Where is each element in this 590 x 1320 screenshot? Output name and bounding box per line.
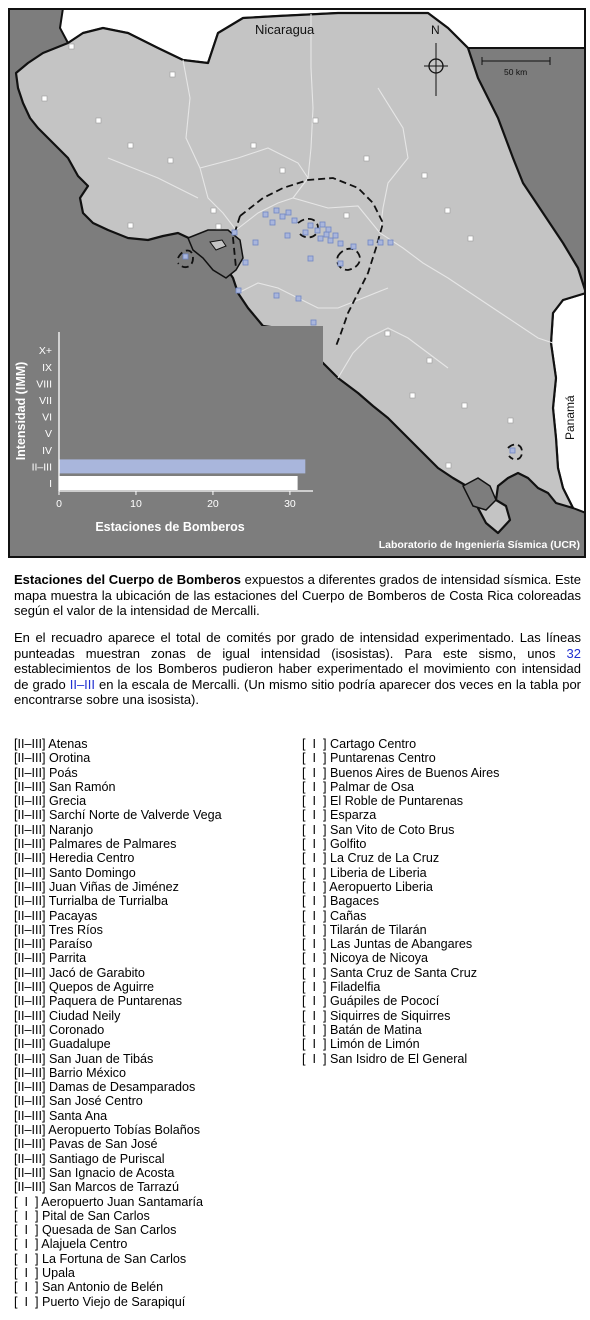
station-marker [232, 230, 237, 235]
station-grade: [II–III] [14, 1151, 46, 1166]
station-grade: [II–III] [14, 779, 46, 794]
station-marker [211, 208, 216, 213]
station-list-item [14, 1123, 222, 1137]
chart-category-label: VI [42, 411, 52, 424]
station-marker [280, 168, 285, 173]
station-grade: [II–III] [14, 1051, 46, 1066]
chart-ylabel: Intensidad (IMM) [14, 361, 28, 461]
station-marker [96, 118, 101, 123]
station-marker [236, 288, 241, 293]
station-name: Paquera de Puntarenas [45, 994, 183, 1009]
station-list-item [302, 937, 499, 951]
station-list-item [302, 1009, 499, 1023]
station-marker [274, 208, 279, 213]
station-marker [326, 227, 331, 232]
station-marker [168, 158, 173, 163]
station-grade: [ I ] [302, 1037, 327, 1052]
station-grade: [ I ] [14, 1251, 39, 1266]
station-list-item [302, 766, 499, 780]
station-name: Parrita [45, 951, 87, 966]
station-marker [333, 233, 338, 238]
station-grade: [ I ] [302, 737, 327, 751]
station-grade: [ I ] [14, 1208, 39, 1223]
station-list-item [14, 823, 222, 837]
station-grade: [II–III] [14, 922, 46, 937]
station-list-item [302, 1052, 499, 1066]
station-name: San Vito de Coto Brus [326, 822, 455, 837]
station-grade: [ I ] [302, 1051, 327, 1066]
station-name: San Antonio de Belén [38, 1280, 164, 1295]
station-list-item [302, 994, 499, 1008]
station-marker [253, 240, 258, 245]
station-name: Santa Ana [45, 1108, 108, 1123]
station-name: Santo Domingo [45, 865, 136, 880]
station-list-item [14, 1137, 222, 1151]
station-name: Guápiles de Pococí [326, 994, 440, 1009]
station-list-item [14, 1295, 222, 1309]
station-grade: [ I ] [302, 851, 327, 866]
chart-tick-label: 10 [130, 498, 142, 510]
station-list-item [14, 880, 222, 894]
station-marker [313, 118, 318, 123]
station-list-item [14, 1109, 222, 1123]
station-grade: [II–III] [14, 1180, 46, 1195]
station-name: Atenas [45, 737, 88, 751]
station-marker [385, 331, 390, 336]
station-list-item [14, 1209, 222, 1223]
station-grade: [ I ] [302, 808, 327, 823]
station-grade: [II–III] [14, 879, 46, 894]
station-name: Santiago de Puriscal [45, 1151, 165, 1166]
station-list-item [14, 1195, 222, 1209]
station-list-item [302, 851, 499, 865]
station-grade: [II–III] [14, 1008, 46, 1023]
station-grade: [II–III] [14, 1165, 46, 1180]
station-grade: [II–III] [14, 1137, 46, 1152]
station-name: Pital de San Carlos [38, 1208, 150, 1223]
station-name: Siquirres de Siquirres [326, 1008, 451, 1023]
station-grade: [II–III] [14, 865, 46, 880]
chart-bar [59, 459, 305, 473]
station-name: Las Juntas de Abangares [326, 937, 473, 952]
station-grade: [II–III] [14, 765, 46, 780]
station-grade: [ I ] [302, 822, 327, 837]
chart-category-label: X+ [38, 345, 52, 358]
station-grade: [II–III] [14, 937, 46, 952]
station-grade: [ I ] [302, 922, 327, 937]
station-marker [351, 244, 356, 249]
station-marker [170, 72, 175, 77]
station-marker [508, 418, 513, 423]
station-name: Sarchí Norte de Valverde Vega [45, 808, 222, 823]
station-list-item [14, 1152, 222, 1166]
station-marker [468, 236, 473, 241]
station-marker [243, 260, 248, 265]
station-name: San Marcos de Tarrazú [45, 1180, 179, 1195]
station-marker [292, 218, 297, 223]
station-name: San José Centro [45, 1094, 143, 1109]
station-marker [128, 223, 133, 228]
station-name: Barrio México [45, 1065, 126, 1080]
station-marker [344, 213, 349, 218]
station-marker [308, 223, 313, 228]
station-list-item [302, 823, 499, 837]
station-name: Bagaces [326, 894, 380, 909]
station-marker [446, 463, 451, 468]
station-list-item [302, 794, 499, 808]
caption-text-2b: establecimientos de los Bomberos pudieron haber experimentado el movimiento con intensidad de grado [14, 661, 581, 692]
station-marker [462, 403, 467, 408]
station-grade: [II–III] [14, 808, 46, 823]
station-marker [328, 238, 333, 243]
station-name: Guadalupe [45, 1037, 111, 1052]
station-name: El Roble de Puntarenas [326, 794, 464, 809]
station-list-item [14, 923, 222, 937]
station-marker [42, 96, 47, 101]
station-name: Quepos de Aguirre [45, 980, 155, 995]
station-grade: [ I ] [302, 894, 327, 909]
station-grade: [II–III] [14, 751, 46, 766]
station-grade: [ I ] [14, 1265, 39, 1280]
station-grade: [ I ] [14, 1194, 39, 1209]
station-list-item [14, 1080, 222, 1094]
chart-bar [59, 476, 298, 490]
station-name: Aeropuerto Juan Santamaría [38, 1194, 204, 1209]
station-list-item [14, 851, 222, 865]
station-list-item [14, 980, 222, 994]
caption-paragraph-1 [14, 572, 581, 619]
station-name: Esparza [326, 808, 377, 823]
station-marker [378, 240, 383, 245]
station-marker [308, 256, 313, 261]
chart-category-label: VIII [36, 378, 52, 391]
station-name: Damas de Desamparados [45, 1080, 196, 1095]
station-name: Pacayas [45, 908, 98, 923]
station-list-item [14, 994, 222, 1008]
station-grade: [ I ] [14, 1223, 39, 1238]
station-grade: [ I ] [14, 1237, 39, 1252]
station-name: Poás [45, 765, 78, 780]
station-marker [364, 156, 369, 161]
caption-title: Estaciones del Cuerpo de Bomberos [14, 572, 242, 587]
station-grade: [ I ] [302, 865, 327, 880]
station-name: La Fortuna de San Carlos [38, 1251, 187, 1266]
station-name: San Ramón [45, 779, 116, 794]
station-list-item [14, 866, 222, 880]
station-name: Coronado [45, 1022, 105, 1037]
station-list-item [14, 808, 222, 822]
station-list-item [14, 951, 222, 965]
station-name: Quesada de San Carlos [38, 1223, 177, 1238]
station-grade: [II–III] [14, 1094, 46, 1109]
station-list-item [14, 1066, 222, 1080]
station-marker [315, 228, 320, 233]
station-grade: [ I ] [302, 765, 327, 780]
station-list-item [302, 808, 499, 822]
station-name: Paraíso [45, 937, 93, 952]
station-name: Ciudad Neily [45, 1008, 121, 1023]
chart-tick-label: 20 [207, 498, 219, 510]
station-grade: [ I ] [302, 779, 327, 794]
chart-xlabel: Estaciones de Bomberos [95, 520, 245, 534]
station-marker [183, 254, 188, 259]
station-list-item [14, 794, 222, 808]
station-grade: [II–III] [14, 851, 46, 866]
caption-text-2a: En el recuadro aparece el total de comités por grado de intensidad experimentado. Las líneas punteadas muestran zonas de igual intensidad (isosistas). Para este sismo, unos [14, 630, 581, 661]
station-marker [128, 143, 133, 148]
station-marker [338, 241, 343, 246]
station-grade: [II–III] [14, 1123, 46, 1138]
station-list-item [302, 909, 499, 923]
north-label: N [431, 23, 440, 37]
station-list-item [302, 894, 499, 908]
station-list-item [302, 923, 499, 937]
station-marker [69, 44, 74, 49]
station-marker [445, 208, 450, 213]
station-grade: [II–III] [14, 837, 46, 852]
station-list-item [14, 1166, 222, 1180]
station-name: Orotina [45, 751, 91, 766]
chart-tick-label: 0 [56, 498, 62, 510]
chart-category-label: IV [42, 444, 52, 457]
station-grade: [ I ] [302, 937, 327, 952]
station-list-item [14, 909, 222, 923]
station-list-item [302, 1023, 499, 1037]
station-grade: [II–III] [14, 794, 46, 809]
station-grade: [ I ] [302, 879, 327, 894]
station-grade: [II–III] [14, 1065, 46, 1080]
station-list-item [14, 966, 222, 980]
station-list-item [302, 951, 499, 965]
station-list-item [302, 751, 499, 765]
station-marker [280, 214, 285, 219]
station-list-item [302, 966, 499, 980]
station-grade: [II–III] [14, 822, 46, 837]
station-marker [320, 222, 325, 227]
station-marker [324, 232, 329, 237]
station-grade: [II–III] [14, 1022, 46, 1037]
chart-category-label: II–III [31, 461, 52, 474]
station-marker [427, 358, 432, 363]
station-name: Golfito [326, 837, 367, 852]
station-name: Puntarenas Centro [326, 751, 436, 766]
station-list-item [14, 1237, 222, 1251]
station-list-item [14, 1037, 222, 1051]
station-grade: [ I ] [302, 951, 327, 966]
station-grade: [ I ] [302, 794, 327, 809]
caption-paragraph-2 [14, 630, 581, 708]
station-name: Grecia [45, 794, 87, 809]
station-grade: [ I ] [302, 980, 327, 995]
station-name: Tilarán de Tilarán [326, 922, 427, 937]
station-marker [388, 240, 393, 245]
chart-category-label: I [49, 478, 52, 490]
station-list-item [14, 1223, 222, 1237]
station-grade: [II–III] [14, 908, 46, 923]
station-marker [216, 224, 221, 229]
station-grade: [II–III] [14, 994, 46, 1009]
station-marker [510, 448, 515, 453]
station-grade: [II–III] [14, 1080, 46, 1095]
caption-text-2c: en la escala de Mercalli. (Un mismo sitio podría aparecer dos veces en la tabla por encontrarse sobre una isosista). [14, 676, 581, 707]
station-list-item [302, 780, 499, 794]
station-grade: [II–III] [14, 1037, 46, 1052]
station-grade: [ I ] [14, 1294, 39, 1309]
station-list-item [14, 1094, 222, 1108]
station-grade: [II–III] [14, 1108, 46, 1123]
station-list-item [302, 737, 499, 751]
station-list-item [302, 980, 499, 994]
station-marker [410, 393, 415, 398]
station-list-item [14, 937, 222, 951]
station-list-item [14, 1180, 222, 1194]
station-name: Tres Ríos [45, 922, 103, 937]
station-name: Buenos Aires de Buenos Aires [326, 765, 500, 780]
station-list-item [14, 1052, 222, 1066]
station-list-item [14, 751, 222, 765]
station-name: San Ignacio de Acosta [45, 1165, 175, 1180]
station-list-item [14, 1009, 222, 1023]
station-grade: [ I ] [302, 1022, 327, 1037]
station-marker [318, 236, 323, 241]
station-grade: [II–III] [14, 894, 46, 909]
station-marker [311, 320, 316, 325]
station-marker [270, 220, 275, 225]
station-name: La Cruz de La Cruz [326, 851, 440, 866]
station-marker [274, 293, 279, 298]
station-name: Aeropuerto Tobías Bolaños [45, 1123, 200, 1138]
chart-category-label: V [44, 428, 52, 441]
station-marker [263, 212, 268, 217]
station-list-item [302, 837, 499, 851]
station-list-item [14, 1252, 222, 1266]
station-name: Limón de Limón [326, 1037, 420, 1052]
station-name: San Juan de Tibás [45, 1051, 154, 1066]
caption-grade: II–III [69, 676, 96, 692]
station-grade: [ I ] [302, 751, 327, 766]
station-list-item [302, 880, 499, 894]
station-name: Upala [38, 1265, 75, 1280]
station-name: Palmar de Osa [326, 779, 414, 794]
map-credit: Laboratorio de Ingeniería Sísmica (UCR) [378, 539, 580, 551]
station-name: Alajuela Centro [38, 1237, 128, 1252]
station-name: Batán de Matina [326, 1022, 422, 1037]
station-list-item [14, 894, 222, 908]
station-marker [338, 261, 343, 266]
station-grade: [II–III] [14, 965, 46, 980]
station-list-item [14, 1023, 222, 1037]
station-name: Nicoya de Nicoya [326, 951, 428, 966]
station-marker [286, 210, 291, 215]
station-grade: [ I ] [14, 1280, 39, 1295]
station-list-item [14, 837, 222, 851]
station-grade: [II–III] [14, 737, 46, 751]
station-list-item [14, 737, 222, 751]
station-marker [296, 296, 301, 301]
station-grade: [ I ] [302, 1008, 327, 1023]
station-name: Puerto Viejo de Sarapiquí [38, 1294, 186, 1309]
station-list-item [14, 1266, 222, 1280]
station-name: Cañas [326, 908, 367, 923]
station-name: Liberia de Liberia [326, 865, 427, 880]
station-name: San Isidro de El General [326, 1051, 468, 1066]
station-grade: [ I ] [302, 994, 327, 1009]
intensity-map [8, 8, 586, 558]
station-list-item [14, 1280, 222, 1294]
station-name: Heredia Centro [45, 851, 135, 866]
station-list-item [302, 866, 499, 880]
chart-category-label: IX [42, 361, 52, 374]
chart-tick-label: 30 [284, 498, 296, 510]
country-label-panama: Panamá [563, 395, 577, 440]
station-marker [422, 173, 427, 178]
station-grade: [ I ] [302, 908, 327, 923]
station-name: Aeropuerto Liberia [326, 879, 433, 894]
caption-text-1: expuestos a diferentes grados de intensidad sísmica. Este mapa muestra la ubicación de las estaciones del Cuerpo de Bomberos de Costa Rica coloreadas según el valor de la intensidad de Mercalli. [14, 572, 581, 618]
station-name: Cartago Centro [326, 737, 417, 751]
station-grade: [II–III] [14, 951, 46, 966]
station-marker [285, 233, 290, 238]
station-name: Turrialba de Turrialba [45, 894, 168, 909]
station-name: Santa Cruz de Santa Cruz [326, 965, 478, 980]
station-marker [303, 230, 308, 235]
station-grade: [ I ] [302, 965, 327, 980]
station-name: Filadelfia [326, 980, 381, 995]
scale-label: 50 km [504, 67, 528, 77]
station-name: Jacó de Garabito [45, 965, 145, 980]
station-name: Juan Viñas de Jiménez [45, 879, 179, 894]
station-marker [368, 240, 373, 245]
station-grade: [II–III] [14, 980, 46, 995]
caption-count: 32 [566, 645, 581, 661]
map-canvas [8, 8, 586, 558]
station-list-item [14, 766, 222, 780]
chart-category-label: VII [39, 395, 52, 407]
chart-panel [8, 326, 323, 558]
station-list-right [302, 737, 499, 1066]
station-grade: [ I ] [302, 837, 327, 852]
station-name: Pavas de San José [45, 1137, 158, 1152]
station-list-left [14, 737, 222, 1309]
station-name: Naranjo [45, 822, 94, 837]
station-marker [251, 143, 256, 148]
station-list-item [302, 1037, 499, 1051]
station-list-item [14, 780, 222, 794]
country-label-nicaragua: Nicaragua [255, 22, 315, 37]
station-name: Palmares de Palmares [45, 837, 177, 852]
